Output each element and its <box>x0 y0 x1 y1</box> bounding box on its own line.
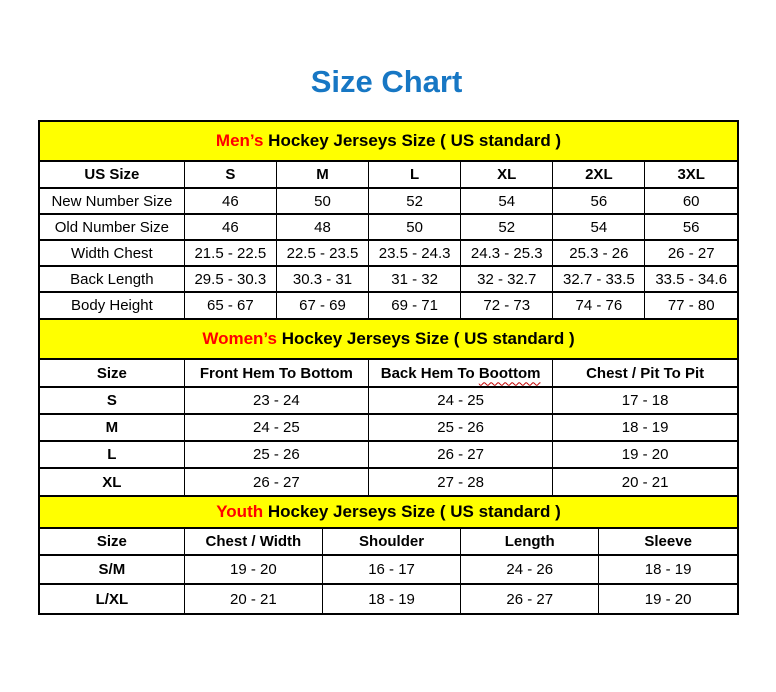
table-row <box>40 584 737 613</box>
row-label: L/XL <box>40 584 184 613</box>
column-header: Chest / Width <box>184 529 322 555</box>
column-header: 2XL <box>553 162 645 188</box>
row-label: S <box>40 387 184 414</box>
table-cell: 54 <box>461 188 553 214</box>
column-header-text: Back Hem To <box>380 364 475 382</box>
column-header: 3XL <box>645 162 737 188</box>
table-cell: 22.5 - 23.5 <box>276 240 368 266</box>
table-cell: 72 - 73 <box>461 292 553 318</box>
youth-section-banner <box>40 495 737 529</box>
row-label: S/M <box>40 555 184 584</box>
table-cell: 26 - 27 <box>184 468 368 495</box>
column-header: Size <box>40 529 184 555</box>
table-cell: 31 - 32 <box>369 266 461 292</box>
table-cell: 19 - 20 <box>553 441 737 468</box>
table-cell: 50 <box>276 188 368 214</box>
column-header-misspelled <box>368 360 552 387</box>
table-cell: 74 - 76 <box>553 292 645 318</box>
misspelled-word: Boottom <box>478 364 541 382</box>
column-header: Size <box>40 360 184 387</box>
table-cell: 16 - 17 <box>322 555 460 584</box>
page-title: Size Chart <box>310 64 463 99</box>
column-header: Front Hem To Bottom <box>184 360 368 387</box>
table-row <box>40 441 737 468</box>
table-cell: 18 - 19 <box>322 584 460 613</box>
womens-section-banner <box>40 318 737 360</box>
column-header: Chest / Pit To Pit <box>553 360 737 387</box>
table-cell: 69 - 71 <box>369 292 461 318</box>
womens-size-table <box>40 360 737 495</box>
womens-section-name: Women’s <box>202 329 277 348</box>
table-cell: 32.7 - 33.5 <box>553 266 645 292</box>
table-cell: 19 - 20 <box>184 555 322 584</box>
mens-section-name: Men’s <box>215 131 264 150</box>
table-cell: 32 - 32.7 <box>461 266 553 292</box>
table-cell: 56 <box>645 214 737 240</box>
row-label: Old Number Size <box>40 214 184 240</box>
table-cell: 33.5 - 34.6 <box>645 266 737 292</box>
table-cell: 24 - 26 <box>461 555 599 584</box>
row-label: XL <box>40 468 184 495</box>
table-cell: 52 <box>369 188 461 214</box>
table-cell: 21.5 - 22.5 <box>184 240 276 266</box>
row-label: Body Height <box>40 292 184 318</box>
size-chart-table <box>38 120 739 615</box>
row-label: New Number Size <box>40 188 184 214</box>
table-cell: 67 - 69 <box>276 292 368 318</box>
womens-banner-text: Hockey Jerseys Size ( US standard ) <box>276 329 575 348</box>
table-cell: 23.5 - 24.3 <box>369 240 461 266</box>
table-cell: 24 - 25 <box>368 387 552 414</box>
row-label: M <box>40 414 184 441</box>
table-cell: 56 <box>553 188 645 214</box>
table-cell: 20 - 21 <box>621 473 669 491</box>
mens-banner-text: Hockey Jerseys Size ( US standard ) <box>263 131 562 150</box>
table-cell: 52 <box>461 214 553 240</box>
table-cell: 18 - 19 <box>553 414 737 441</box>
table-cell: 54 <box>553 214 645 240</box>
table-cell: 23 - 24 <box>184 387 368 414</box>
youth-section-name: Youth <box>216 502 264 521</box>
table-cell: 18 - 19 <box>599 555 737 584</box>
table-cell: 26 - 27 <box>368 441 552 468</box>
column-header: S <box>184 162 276 188</box>
table-cell: 17 - 18 <box>553 387 737 414</box>
table-cell: 48 <box>276 214 368 240</box>
table-cell: 26 - 27 <box>645 240 737 266</box>
mens-section-banner <box>40 122 737 162</box>
row-label: Back Length <box>40 266 184 292</box>
column-header: M <box>276 162 368 188</box>
row-label: Width Chest <box>40 240 184 266</box>
table-row <box>40 266 737 292</box>
mens-header-row <box>40 162 737 188</box>
table-cell: 60 <box>645 188 737 214</box>
table-cell: 27 - 28 <box>368 468 552 495</box>
table-row <box>40 387 737 414</box>
youth-header-row <box>40 529 737 555</box>
table-row <box>40 555 737 584</box>
column-header: L <box>369 162 461 188</box>
table-cell: 30.3 - 31 <box>276 266 368 292</box>
table-cell: 46 <box>184 188 276 214</box>
column-header: XL <box>461 162 553 188</box>
table-cell: 26 - 27 <box>461 584 599 613</box>
table-cell: 77 - 80 <box>667 297 715 314</box>
table-row <box>40 292 737 318</box>
table-cell: 24 - 25 <box>184 414 368 441</box>
table-cell: 29.5 - 30.3 <box>184 266 276 292</box>
table-row <box>40 240 737 266</box>
table-cell: 65 - 67 <box>184 292 276 318</box>
youth-size-table <box>40 529 737 613</box>
table-row <box>40 188 737 214</box>
table-cell: 50 <box>369 214 461 240</box>
column-header: US Size <box>40 162 184 188</box>
womens-header-row <box>40 360 737 387</box>
table-cell: 24.3 - 25.3 <box>461 240 553 266</box>
row-label: L <box>40 441 184 468</box>
table-row <box>40 214 737 240</box>
table-cell: 19 - 20 <box>644 590 692 608</box>
table-cell: 46 <box>184 214 276 240</box>
table-row <box>40 414 737 441</box>
column-header: Sleeve <box>599 529 737 555</box>
youth-banner-text: Hockey Jerseys Size ( US standard ) <box>263 502 561 521</box>
mens-size-table <box>40 162 737 318</box>
table-cell: 25 - 26 <box>184 441 368 468</box>
column-header: Shoulder <box>322 529 460 555</box>
table-cell: 25 - 26 <box>368 414 552 441</box>
column-header: Length <box>461 529 599 555</box>
table-cell: 20 - 21 <box>184 584 322 613</box>
table-cell: 25.3 - 26 <box>553 240 645 266</box>
table-row <box>40 468 737 495</box>
